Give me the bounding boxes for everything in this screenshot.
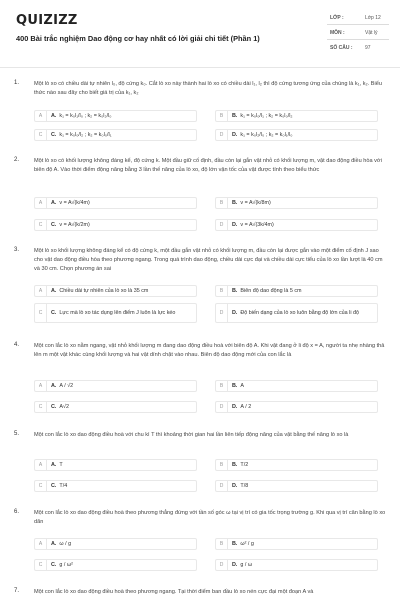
option-text: T/8	[240, 482, 249, 489]
option-text: g / ω²	[59, 561, 73, 568]
option-text: A / √2	[59, 382, 74, 389]
option-key: B.	[232, 287, 238, 294]
option-letter: C	[35, 560, 47, 570]
meta-label: SỐ CÂU :	[330, 45, 353, 51]
option-letter: D	[216, 304, 228, 322]
option-text: ω / g	[59, 540, 72, 547]
document-title: 400 Bài trắc nghiệm Dao động cơ hay nhất có lời giải chi tiết (Phần 1)	[16, 34, 260, 43]
option-letter: A	[35, 460, 47, 470]
option-key: C.	[51, 309, 57, 316]
option-key: D.	[232, 482, 238, 489]
option-letter: B	[216, 539, 228, 549]
option-d[interactable]	[215, 129, 378, 141]
option-text: A / 2	[240, 403, 252, 410]
option-text: k₁ = k₀l₀/l₂ ; k₂ = k₀l₀/l₁	[59, 131, 112, 138]
option-text: v = A√(k/4m)	[59, 199, 90, 206]
option-key: D.	[232, 561, 238, 568]
option-text: v = A√(k/8m)	[240, 199, 271, 206]
option-letter: B	[216, 198, 228, 208]
option-d[interactable]	[215, 219, 378, 231]
option-text: k₁ = k₀l₁/l₀ ; k₂ = k₀l₂/l₀	[59, 112, 112, 119]
option-letter: A	[35, 111, 47, 121]
option-key: D.	[232, 131, 238, 138]
option-letter: D	[216, 402, 228, 412]
option-text: A√2	[59, 403, 69, 410]
option-letter: D	[216, 220, 228, 230]
question-number: 4.	[14, 342, 20, 348]
option-key: C.	[51, 221, 57, 228]
question-text: Một con lắc lò xo dao động điều hoà với chu kì T thì khoảng thời gian hai lần liên tiếp động năng của vật bằng thế năng lò xo là	[34, 432, 349, 438]
question-text: Một lò xo có chiều dài tự nhiên l₀, độ cứng k₀. Cắt lò xo này thành hai lò xo có chiều dài l₁, l₂ thì độ cứng tương ứng của chúng là k₁, k₂. Biểu thức nào sau đây cho biết giá trị của k₁, k₂	[34, 81, 382, 96]
option-letter: D	[216, 130, 228, 140]
option-d[interactable]	[215, 303, 378, 323]
option-a[interactable]	[34, 538, 197, 550]
option-text: v = A√(3k/4m)	[240, 221, 274, 228]
question-number: 3.	[14, 247, 20, 253]
option-letter: C	[35, 481, 47, 491]
option-letter: A	[35, 539, 47, 549]
option-text: ω² / g	[240, 540, 254, 547]
option-key: A.	[51, 199, 57, 206]
option-key: D.	[232, 403, 238, 410]
option-b[interactable]	[215, 197, 378, 209]
option-key: B.	[232, 199, 238, 206]
option-b[interactable]	[215, 285, 378, 297]
option-a[interactable]	[34, 380, 197, 392]
question-number: 2.	[14, 157, 20, 163]
option-text: v = A√(k/2m)	[59, 221, 90, 228]
option-b[interactable]	[215, 538, 378, 550]
option-letter: C	[35, 304, 47, 322]
meta-label: LỚP :	[330, 15, 344, 21]
meta-row-subject	[327, 25, 389, 40]
option-c[interactable]	[34, 480, 197, 492]
option-c[interactable]	[34, 559, 197, 571]
option-key: B.	[232, 540, 238, 547]
meta-row-count	[327, 40, 389, 55]
question-number: 6.	[14, 509, 20, 515]
option-letter: B	[216, 460, 228, 470]
option-d[interactable]	[215, 480, 378, 492]
option-letter: A	[35, 381, 47, 391]
question-text: Một con lắc lò xo dao động điều hoà theo phương thẳng đứng với tần số góc ω tại vị trí có gia tốc trọng trường g. Khi qua vị trí cân bằng lò xo dãn	[34, 510, 386, 525]
option-key: C.	[51, 131, 57, 138]
option-b[interactable]	[215, 380, 378, 392]
option-text: A	[240, 382, 245, 389]
page-header	[0, 0, 400, 68]
option-key: A.	[51, 112, 57, 119]
meta-table	[327, 10, 389, 55]
option-text: k₁ = k₀l₀/l₁ ; k₂ = k₀l₀/l₂	[240, 112, 293, 119]
option-d[interactable]	[215, 401, 378, 413]
option-key: A.	[51, 382, 57, 389]
option-key: D.	[232, 309, 238, 316]
option-text: Lực mà lò xo tác dụng lên điểm J luôn là lực kéo	[59, 309, 176, 316]
question-number: 5.	[14, 431, 20, 437]
option-text: g / ω	[240, 561, 253, 568]
meta-row-class	[327, 10, 389, 25]
option-letter: B	[216, 286, 228, 296]
option-letter: D	[216, 560, 228, 570]
option-letter: A	[35, 286, 47, 296]
option-key: A.	[51, 540, 57, 547]
question-number: 1.	[14, 80, 20, 86]
question-number: 7.	[14, 588, 20, 594]
option-key: D.	[232, 221, 238, 228]
meta-value: Vật lý	[365, 30, 378, 36]
option-key: C.	[51, 561, 57, 568]
meta-label: MÔN :	[330, 30, 345, 36]
option-letter: B	[216, 111, 228, 121]
option-a[interactable]	[34, 110, 197, 122]
option-key: A.	[51, 287, 57, 294]
option-letter: D	[216, 481, 228, 491]
question-text: Một lò xo có khối lượng không đáng kể, độ cứng k. Một đầu giữ cố định, đầu còn lại gắn vật nhỏ có khối lượng m, vật dao động điều hòa với biên độ A. Vào thời điểm động năng bằng 3 lần thế năng của lò xo, độ lớn vận tốc của vật được tính theo biểu thức	[34, 158, 382, 173]
option-text: T	[59, 461, 63, 468]
meta-value: Lớp 12	[365, 15, 381, 21]
option-text: Độ biến dạng của lò xo luôn bằng độ lớn của li độ	[240, 309, 360, 316]
option-text: Chiều dài tự nhiên của lò xo là 35 cm	[59, 287, 149, 294]
option-key: B.	[232, 461, 238, 468]
option-text: T/2	[240, 461, 249, 468]
option-c[interactable]	[34, 401, 197, 413]
option-text: k₁ = k₀l₂/l₀ ; k₂ = k₀l₁/l₀	[240, 131, 293, 138]
option-letter: C	[35, 402, 47, 412]
option-a[interactable]	[34, 459, 197, 471]
option-key: B.	[232, 112, 238, 119]
option-key: B.	[232, 382, 238, 389]
option-key: C.	[51, 403, 57, 410]
quizizz-logo: QUIZIZZ	[16, 13, 78, 28]
option-key: A.	[51, 461, 57, 468]
question-text: Một con lắc lò xo nằm ngang, vật nhỏ khối lượng m đang dao động điều hoà với biên độ A. Khi vật đang ở li độ x = A, người ta nhẹ nhàng thả lên m một vật khác cùng khối lượng và hai vật dính chặt vào nhau. Biên độ dao động mới của con lắc là	[34, 343, 385, 358]
option-c[interactable]	[34, 303, 197, 323]
option-b[interactable]	[215, 110, 378, 122]
option-letter: C	[35, 220, 47, 230]
question-text: Một lò xo khối lượng không đáng kể có độ cứng k, một đầu gắn vật nhỏ có khối lượng m, đầu còn lại được gắn vào một điểm cố định J sao cho vật dao động điều hòa theo phương ngang. Trong quá trình dao động, chiều dài cực đại và chiều dài cực tiểu của lò xo lần lượt là 40 cm và 30 cm. Chọn phương án sai	[34, 248, 383, 272]
option-c[interactable]	[34, 129, 197, 141]
option-a[interactable]	[34, 197, 197, 209]
option-letter: A	[35, 198, 47, 208]
option-c[interactable]	[34, 219, 197, 231]
option-b[interactable]	[215, 459, 378, 471]
option-letter: B	[216, 381, 228, 391]
option-letter: C	[35, 130, 47, 140]
meta-value: 97	[365, 45, 371, 51]
option-a[interactable]	[34, 285, 197, 297]
option-key: C.	[51, 482, 57, 489]
question-text: Một con lắc lò xo dao động điều hoà theo phương ngang. Tại thời điểm ban đầu lò xo nén cực đại một đoạn A và	[34, 589, 314, 595]
option-text: Biên độ dao động là 5 cm	[240, 287, 302, 294]
option-d[interactable]	[215, 559, 378, 571]
option-text: T/4	[59, 482, 68, 489]
